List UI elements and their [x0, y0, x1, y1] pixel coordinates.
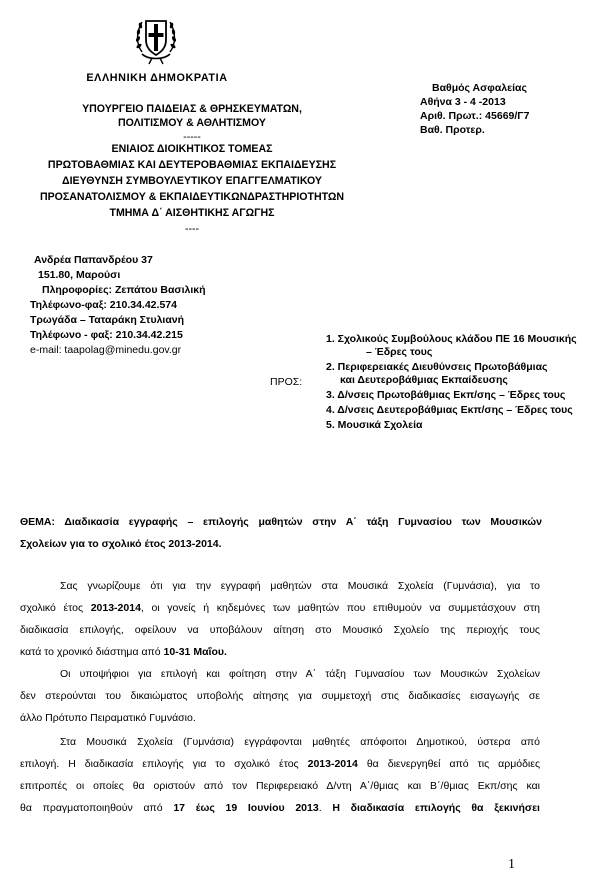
paragraph-1-line-2: σχολικό έτος 2013-2014, οι γονείς ή κηδεμόνες των μαθητών που επιθυμούν να συμμετάσχουν στη [20, 602, 540, 614]
document-date: Αθήνα 3 - 4 -2013 [420, 96, 506, 108]
republic-title: ΕΛΛΗΝΙΚΗ ΔΗΜΟΚΡΑΤΙΑ [86, 72, 228, 84]
separator: ---- [184, 223, 200, 235]
paragraph-3-line-2: επιλογή. Η διαδικασία επιλογής για το σχολικό έτος 2013-2014 θα διενεργηθεί από τις αρμόδιες [20, 758, 541, 770]
department: ΤΜΗΜΑ Δ΄ ΑΙΣΘΗΤΙΚΗΣ ΑΓΩΓΗΣ [109, 207, 275, 219]
contact-block [30, 254, 290, 359]
phone-fax-2: Τηλέφωνο - φαξ: 210.34.42.215 [30, 329, 183, 341]
email-address: e-mail: taapolag@minedu.gov.gr [30, 344, 182, 356]
recipient-2-cont: και Δευτεροβάθμιας Εκπαίδευσης [340, 374, 508, 386]
direction-line-2: ΠΡΟΣΑΝΑΤΟΛΙΣΜΟΥ & ΕΚΠΑΙΔΕΥΤΙΚΩΝΔΡΑΣΤΗΡΙΟΤΗΤΩΝ [39, 191, 345, 203]
ministry-line-2: ΠΟΛΙΤΙΣΜΟΥ & ΑΘΛΗΤΙΣΜΟΥ [117, 117, 266, 129]
recipients-list [326, 333, 596, 434]
recipient-1-cont: – Έδρες τους [366, 346, 433, 358]
separator: ----- [183, 131, 201, 143]
paragraph-3-line-1: Στα Μουσικά Σχολεία (Γυμνάσια) εγγράφονται μαθητές απόφοιτοι Δημοτικού, ύστερα από [60, 736, 540, 748]
sector-line-2: ΠΡΩΤΟΒΑΘΜΙΑΣ ΚΑΙ ΔΕΥΤΕΡΟΒΑΘΜΙΑΣ ΕΚΠΑΙΔΕΥΣΗΣ [47, 159, 337, 171]
paragraph-2-line-1: Οι υποψήφιοι για επιλογή και φοίτηση στην Α΄ τάξη Γυμνασίου των Μουσικών Σχολείων [60, 668, 540, 680]
paragraph-1-line-1: Σας γνωρίζουμε ότι για την εγγραφή μαθητών στα Μουσικά Σχολεία (Γυμνάσια), για το [60, 580, 540, 592]
info-contact: Πληροφορίες: Ζεπάτου Βασιλική [42, 284, 206, 296]
protocol-number: Αριθ. Πρωτ.: 45669/Γ7 [420, 110, 530, 122]
paragraph-3-line-4: θα πραγματοποιηθούν από 17 έως 19 Ιουνίου 2013. Η διαδικασία επιλογής θα ξεκινήσει [20, 802, 540, 814]
page-number: 1 [508, 857, 515, 872]
recipient-3: 3. Δ/νσεις Πρωτοβάθμιας Εκπ/σης – Έδρες τους [326, 389, 566, 401]
street-address: Ανδρέα Παπανδρέου 37 [34, 254, 153, 266]
paragraph-2 [20, 663, 540, 729]
paragraph-1 [20, 575, 540, 663]
paragraph-3 [20, 731, 540, 819]
recipient-5: 5. Μουσικά Σχολεία [326, 419, 423, 431]
paragraph-2-line-3: άλλο Πρότυπο Πειραματικό Γυμνάσιο. [20, 712, 196, 724]
recipient-1: 1. Σχολικούς Συμβούλους κλάδου ΠΕ 16 Μουσικής [326, 333, 577, 345]
security-level: Βαθμός Ασφαλείας [432, 82, 527, 94]
priority-level: Βαθ. Προτερ. [420, 124, 485, 136]
meta-block [420, 82, 590, 138]
subject-line-2: Σχολείων για το σχολικό έτος 2013-2014. [20, 538, 222, 550]
recipients-label: ΠΡΟΣ: [270, 376, 303, 388]
sector-line-1: ΕΝΙΑΙΟΣ ΔΙΟΙΚΗΤΙΚΟΣ ΤΟΜΕΑΣ [111, 143, 273, 155]
paragraph-2-line-2: δεν στερούνται του δικαιώματος υποβολής αίτησης για συμμετοχή στις διαδικασίες εισαγωγής σε [20, 690, 540, 702]
recipient-4: 4. Δ/νσεις Δευτεροβάθμιας Εκπ/σης – Έδρες τους [326, 404, 573, 416]
paragraph-1-line-4: κατά το χρονικό διάστημα από 10-31 Μαΐου. [20, 646, 227, 658]
greek-coat-of-arms-icon [132, 12, 180, 66]
phone-fax-1: Τηλέφωνο-φαξ: 210.34.42.574 [30, 299, 177, 311]
recipient-2: 2. Περιφερειακές Διευθύνσεις Πρωτοβάθμιας [326, 361, 548, 373]
paragraph-3-line-3: επιτροπές οι οποίες θα οριστούν από τον Περιφερειακό Δ/ντη Α΄/θμιας και Β΄/θμιας Εκπ/σης και [20, 780, 540, 792]
contact-person-2: Τρωγάδα – Ταταράκη Στυλιανή [30, 314, 185, 326]
ministry-line-1: ΥΠΟΥΡΓΕΙΟ ΠΑΙΔΕΙΑΣ & ΘΡΗΣΚΕΥΜΑΤΩΝ, [82, 103, 302, 115]
ministry-block [22, 103, 362, 235]
city: 151.80, Μαρούσι [38, 269, 121, 281]
subject [20, 511, 542, 555]
subject-line-1: ΘΕΜΑ: Διαδικασία εγγραφής – επιλογής μαθητών στην Α΄ τάξη Γυμνασίου των Μουσικών [20, 516, 542, 528]
paragraph-1-line-3: διαδικασία επιλογής, οφείλουν να υποβάλουν αίτηση στο Μουσικό Σχολείο της περιοχής τους [20, 624, 540, 636]
direction-line-1: ΔΙΕΥΘΥΝΣΗ ΣΥΜΒΟΥΛΕΥΤΙΚΟΥ ΕΠΑΓΓΕΛΜΑΤΙΚΟΥ [62, 175, 322, 187]
